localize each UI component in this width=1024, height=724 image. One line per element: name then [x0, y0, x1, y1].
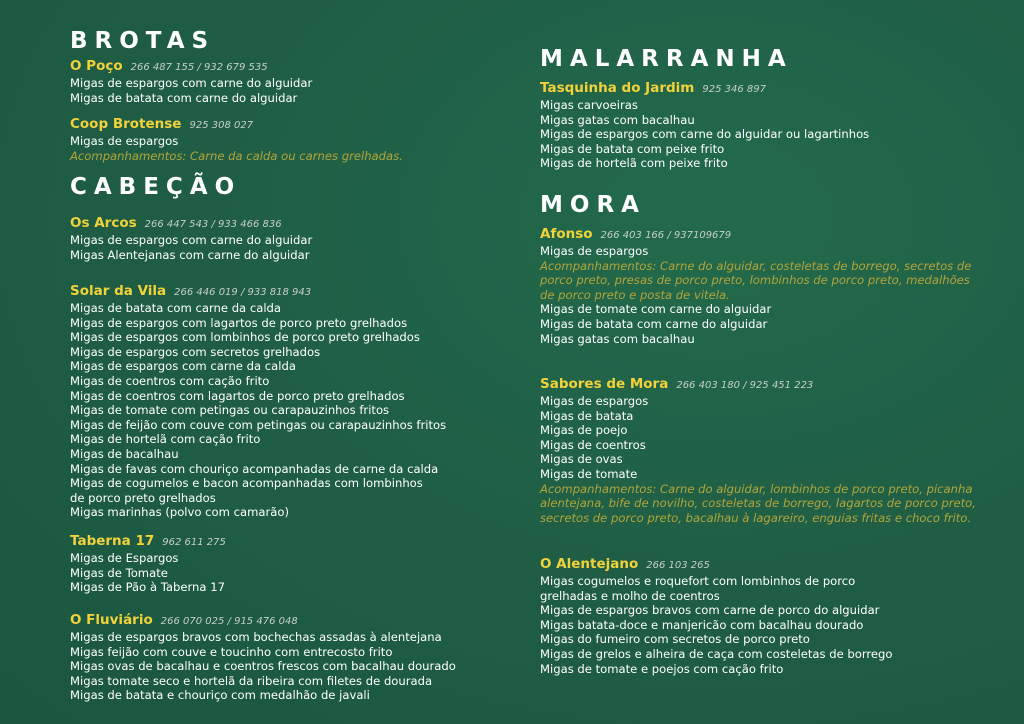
menu-item: Migas de batata e chouriço com medalhão de javali: [70, 688, 370, 703]
restaurant-block: [540, 554, 980, 676]
menu-item: Migas de hortelã com peixe frito: [540, 156, 728, 171]
menu-item: Migas de espargos com carne do alguidar: [70, 76, 313, 90]
restaurant-phone: 266 070 025 / 915 476 048: [160, 616, 298, 627]
restaurant-header: [70, 531, 530, 549]
restaurant-block: [70, 213, 530, 262]
menu-item: Migas de favas com chouriço acompanhadas de carne da calda: [70, 461, 439, 476]
side-dishes-note: Acompanhamentos: Carne da calda ou carnes grelhadas.: [70, 148, 403, 163]
restaurant-block: [540, 78, 980, 171]
menu-item: Migas de espargos com lombinhos de porco preto grelhados: [70, 330, 420, 345]
restaurant-header: [70, 610, 530, 628]
restaurant-name: Sabores de Mora: [540, 376, 669, 392]
menu-item: Migas de Espargos: [70, 551, 179, 565]
restaurant-phone: 266 487 155 / 932 679 535: [130, 62, 268, 73]
restaurant-name: Os Arcos: [70, 215, 137, 231]
menu-item: Migas de batata com carne do alguidar: [540, 316, 768, 331]
menu-item: Migas de Tomate: [70, 565, 168, 580]
menu-item: Migas de coentros com lagartos de porco preto grelhados: [70, 388, 405, 403]
menu-item: Migas de poejo: [540, 423, 628, 438]
menu-item: Migas marinhas (polvo com camarão): [70, 505, 289, 520]
restaurant-name: Solar da Vila: [70, 283, 167, 299]
menu-item: Migas de espargos bravos com bochechas assadas à alentejana: [70, 630, 442, 644]
menu-item: de porco preto grelhados: [70, 490, 216, 505]
menu-item: Migas de hortelã com cação frito: [70, 432, 261, 447]
menu-item: Migas Alentejanas com carne do alguidar: [70, 247, 310, 262]
restaurant-block: [540, 224, 980, 346]
menu-item: Migas tomate seco e hortelã da ribeira com filetes de dourada: [70, 673, 433, 688]
menu-item: Migas de espargos bravos com carne de porco do alguidar: [540, 603, 880, 618]
menu-item: Migas cogumelos e roquefort com lombinhos de porco: [540, 574, 856, 588]
menu-item: Migas de espargos: [540, 394, 649, 408]
restaurant-header: [70, 56, 530, 74]
restaurant-name: O Poço: [70, 58, 123, 74]
menu-item: Migas de feijão com couve com petingas ou carapauzinhos fritos: [70, 417, 447, 432]
menu-item: Migas de espargos com carne da calda: [70, 359, 296, 374]
menu-item: Migas de batata com carne da calda: [70, 301, 282, 315]
side-dishes-note: Acompanhamentos: Carne do alguidar, costeletas de borrego, secretos de porco preto, presas de porco preto, lombinhos de porco preto, medalhões de porco preto e posta de vitela.: [540, 258, 972, 302]
menu-item: Migas batata-doce e manjericão com bacalhau dourado: [540, 617, 864, 632]
region-heading: CABEÇÃO: [70, 174, 242, 200]
restaurant-phone: 266 403 166 / 937109679: [600, 230, 732, 241]
menu-item: Migas de espargos com carne do alguidar: [70, 233, 313, 247]
restaurant-phone: 266 446 019 / 933 818 943: [174, 287, 312, 298]
restaurant-phone: 266 447 543 / 933 466 836: [144, 219, 282, 230]
restaurant-phone: 925 346 897: [702, 84, 766, 95]
restaurant-header: [540, 374, 980, 392]
restaurant-name: Tasquinha do Jardim: [540, 80, 695, 96]
menu-item: Migas de bacalhau: [70, 446, 179, 461]
restaurant-block: [70, 610, 530, 703]
restaurant-block: [70, 114, 530, 163]
menu-item: Migas de espargos com secretos grelhados: [70, 344, 321, 359]
menu-item: Migas de batata com carne do alguidar: [70, 90, 298, 105]
restaurant-phone: 266 403 180 / 925 451 223: [676, 380, 814, 391]
restaurant-header: [540, 78, 980, 96]
restaurant-phone: 266 103 265: [646, 560, 710, 571]
menu-item: Migas de tomate: [540, 466, 638, 481]
restaurant-block: [70, 531, 530, 595]
menu-item: Migas de grelos e alheira de caça com costeletas de borrego: [540, 646, 893, 661]
restaurant-header: [70, 114, 530, 132]
menu-item: Migas do fumeiro com secretos de porco preto: [540, 632, 810, 647]
menu-item: Migas de tomate e poejos com cação frito: [540, 661, 784, 676]
menu-item: Migas de coentros com cação frito: [70, 373, 270, 388]
menu-item: Migas de coentros: [540, 437, 646, 452]
menu-item: Migas de tomate com petingas ou carapauzinhos fritos: [70, 403, 390, 418]
menu-item: Migas de ovas: [540, 452, 623, 467]
menu-item: Migas feijão com couve e toucinho com entrecosto frito: [70, 644, 393, 659]
restaurant-phone: 962 611 275: [162, 537, 226, 548]
restaurant-header: [540, 224, 980, 242]
menu-item: Migas de Pão à Taberna 17: [70, 580, 225, 595]
menu-item: Migas de espargos: [540, 244, 649, 258]
menu-item: grelhadas e molho de coentros: [540, 588, 720, 603]
restaurant-name: O Fluviário: [70, 612, 153, 628]
restaurant-block: [70, 56, 530, 105]
menu-item: Migas de tomate com carne do alguidar: [540, 302, 772, 317]
menu-item: Migas de espargos com carne do alguidar ou lagartinhos: [540, 127, 870, 142]
restaurant-header: [70, 281, 530, 299]
restaurant-block: [540, 374, 980, 525]
menu-item: Migas de cogumelos e bacon acompanhadas com lombinhos: [70, 476, 423, 491]
side-dishes-note: Acompanhamentos: Carne do alguidar, lombinhos de porco preto, picanha alentejana, bife de novilho, costeletas de borrego, lagartos de porco preto, secretos de porco preto, bacalhau à lagareiro, enguias fritas e choco frito.: [540, 481, 976, 525]
menu-item: Migas gatas com bacalhau: [540, 112, 695, 127]
restaurant-phone: 925 308 027: [189, 120, 254, 131]
restaurant-header: [70, 213, 530, 231]
restaurant-header: [540, 554, 980, 572]
menu-item: Migas de espargos: [70, 134, 179, 148]
region-heading: BROTAS: [70, 28, 216, 54]
restaurant-name: Taberna 17: [70, 533, 155, 549]
menu-item: Migas ovas de bacalhau e coentros frescos com bacalhau dourado: [70, 659, 456, 674]
menu-item: Migas de espargos com lagartos de porco preto grelhados: [70, 315, 408, 330]
menu-item: Migas gatas com bacalhau: [540, 331, 695, 346]
restaurant-name: Coop Brotense: [70, 116, 182, 132]
menu-item: Migas de batata com peixe frito: [540, 141, 725, 156]
restaurant-block: [70, 281, 530, 520]
restaurant-name: Afonso: [540, 226, 593, 242]
restaurant-name: O Alentejano: [540, 556, 639, 572]
region-heading: MORA: [540, 192, 646, 218]
menu-item: Migas carvoeiras: [540, 98, 638, 112]
region-heading: MALARRANHA: [540, 46, 793, 72]
menu-item: Migas de batata: [540, 408, 634, 423]
